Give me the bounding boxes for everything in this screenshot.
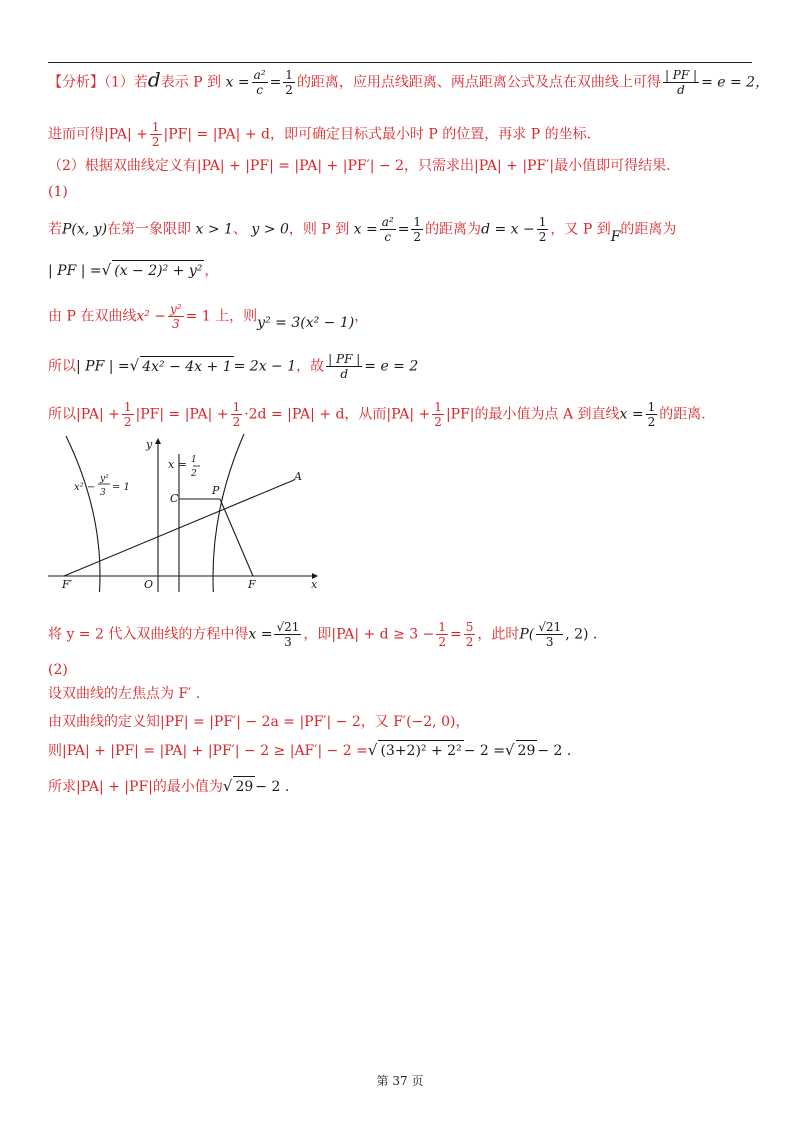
top-rule: [48, 62, 752, 63]
part2-line-4: 所求|PA| + |PF|的最小值为√ 29 − 2 .: [48, 777, 290, 795]
point-a-label: A: [294, 470, 302, 483]
point-fprime-label: F′: [62, 578, 73, 591]
page-number: 第 37 页: [376, 1074, 424, 1088]
svg-text:1: 1: [191, 455, 197, 465]
part1-line-2: | PF | =√ (x − 2)² + y² ，: [48, 261, 219, 279]
curve-label: x² −: [74, 482, 96, 493]
part1-line-1: 若P(x, y)在第一象限即 x > 1、 y > 0，则 P 到 x = $\frac{\text{a²}}{c}$ = $\frac{1}{2}$ 的距离为d = x − $\frac{1}{2}$ ，又 P 到F的距离为: [48, 215, 677, 245]
analysis-line-3: （2）根据双曲线定义有|PA| + |PF| = |PA| + |PF′| − 2，只需求出|PA| + |PF′|最小值即可得结果.: [48, 158, 671, 174]
analysis-tag: 【分析】: [48, 74, 104, 91]
directrix-label: x =: [168, 458, 187, 471]
analysis-line-2: 进而可得|PA| + $\frac{1}{2}$ |PF| = |PA| + d，即可确定目标式最小时 P 的位置，再求 P 的坐标.: [48, 120, 592, 149]
svg-text:2: 2: [191, 469, 197, 479]
part1-label: (1): [48, 184, 68, 200]
svg-text:= 1: = 1: [112, 482, 130, 493]
point-p-label: P: [212, 484, 220, 497]
part2-line-1: 设双曲线的左焦点为 F′ .: [48, 686, 201, 702]
part2-line-3: 则|PA| + |PF| = |PA| + |PF′| − 2 ≥ |AF′| − 2 =√ (3+2)² + 2² − 2 =√ 29 − 2 .: [48, 741, 572, 759]
y-axis-label: y: [146, 438, 153, 451]
part2-line-2: 由双曲线的定义知|PF| = |PF′| − 2a = |PF′| − 2，又 F′(−2, 0)，: [48, 714, 470, 730]
part2-label: (2): [48, 662, 68, 678]
frac-pf-d: $\frac{| PF |}{d}$: [664, 68, 698, 97]
analysis-line-1: 【分析】（1）若d表示 P 到 x = $\frac{\text{a²}}{c}$ = $\frac{1}{2}$ 的距离，应用点线距离、两点距离公式及点在双曲线上可得 $\frac{| PF |}{d}$ = e = 2，: [48, 67, 770, 97]
point-f-label: F: [248, 578, 256, 591]
part1-line-6: 将 y = 2 代入双曲线的方程中得x = $\frac{√21}{3}$ ，即|PA| + d ≥ 3 − $\frac{1}{2}$ = $\frac{5}{2}$ ，此时P( $\frac{√21}{3}$ , 2) .: [48, 620, 598, 649]
part1-line-3: 由 P 在双曲线x² − $\frac{\text{y²}}{3}$ = 1 上，则y² = 3(x² − 1)，: [48, 302, 369, 331]
frac-half-2: $\frac{1}{2}$: [151, 120, 160, 149]
hyperbola-figure: [48, 432, 328, 592]
part1-line-5: 所以|PA| + $\frac{1}{2}$ |PF| = |PA| + $\frac{1}{2}$ ·2d = |PA| + d，从而|PA| + $\frac{1}{2}$ |PF|的最小值为点 A 到直线x = $\frac{1}{2}$ 的距离.: [48, 400, 706, 429]
point-c-label: C: [170, 492, 179, 505]
svg-text:3: 3: [100, 488, 106, 498]
origin-label: O: [144, 578, 154, 591]
frac-half: $\frac{1}{2}$: [285, 68, 293, 97]
x-axis-label: x: [311, 578, 318, 591]
part1-line-4: 所以| PF | =√ 4x² − 4x + 1 = 2x − 1，故 $\frac{| PF |}{d}$ = e = 2: [48, 352, 419, 381]
frac-a2-c: $\frac{\text{a²}}{c}$: [253, 68, 266, 97]
svg-text:y²: y²: [100, 474, 109, 484]
symbol-d: d: [147, 67, 161, 92]
